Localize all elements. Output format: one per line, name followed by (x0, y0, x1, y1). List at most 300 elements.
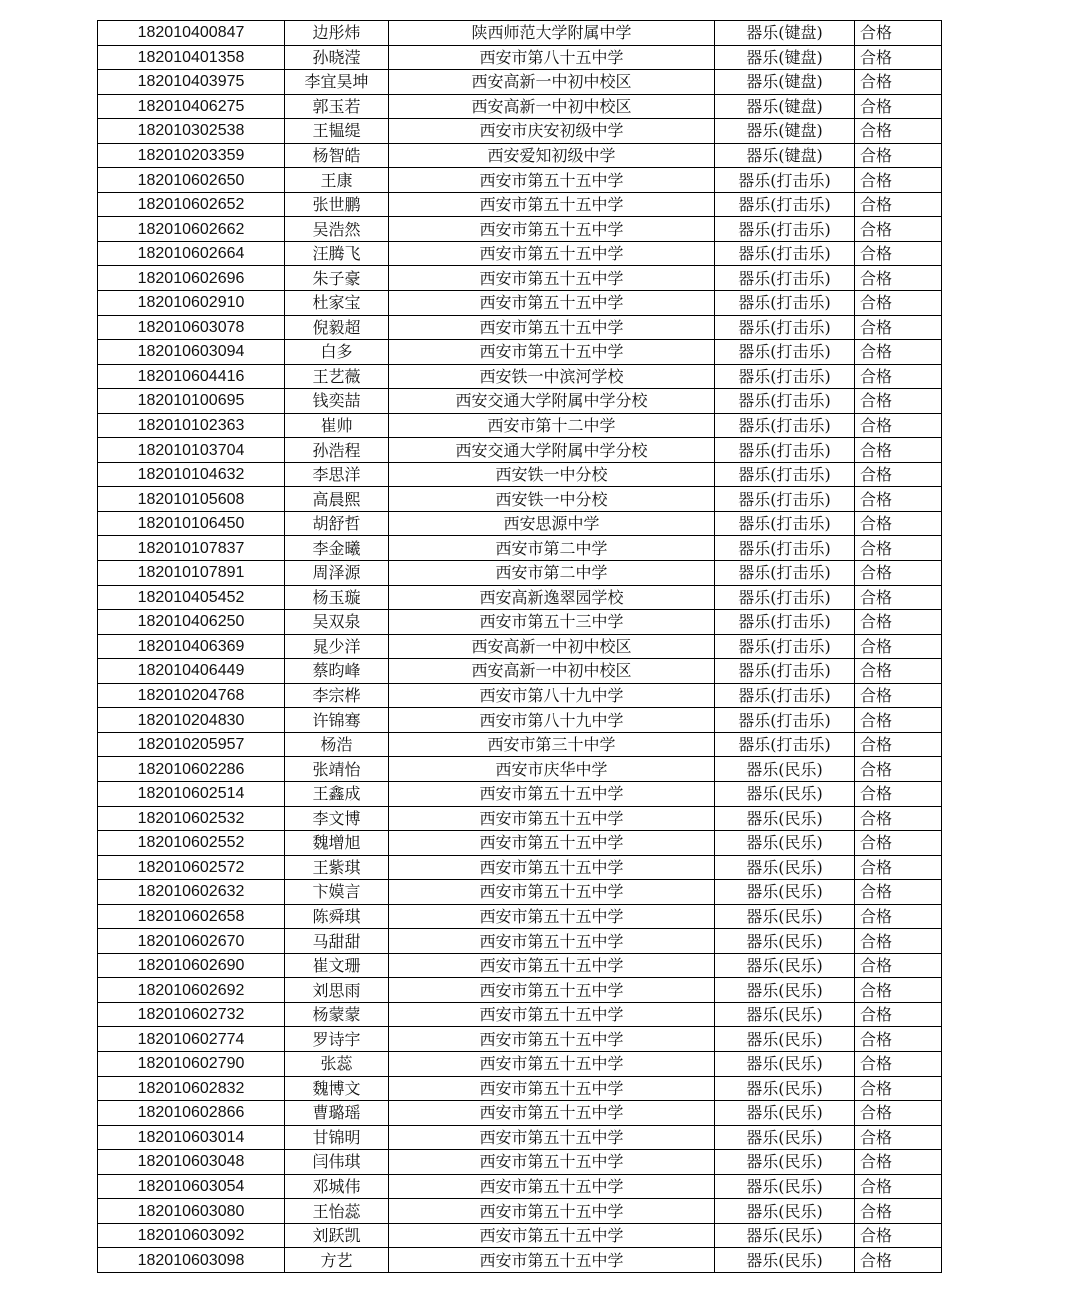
exam-id-cell: 182010602774 (98, 1027, 285, 1052)
result-cell: 合格 (855, 610, 942, 635)
school-cell: 西安市第二中学 (389, 561, 715, 586)
student-name-cell: 罗诗宇 (285, 1027, 389, 1052)
table-row (98, 978, 942, 1003)
table-row (98, 1051, 942, 1076)
school-cell: 西安市第二中学 (389, 536, 715, 561)
school-cell: 西安高新逸翠园学校 (389, 585, 715, 610)
student-name-cell: 魏博文 (285, 1076, 389, 1101)
exam-id-cell: 182010602664 (98, 241, 285, 266)
table-row (98, 413, 942, 438)
student-name-cell: 王韫缇 (285, 119, 389, 144)
school-cell: 西安交通大学附属中学分校 (389, 438, 715, 463)
result-cell: 合格 (855, 413, 942, 438)
category-cell: 器乐(民乐) (715, 781, 855, 806)
exam-id-cell: 182010602790 (98, 1051, 285, 1076)
student-name-cell: 杨蒙蒙 (285, 1002, 389, 1027)
result-cell: 合格 (855, 1150, 942, 1175)
result-cell: 合格 (855, 94, 942, 119)
category-cell: 器乐(打击乐) (715, 683, 855, 708)
exam-id-cell: 182010602692 (98, 978, 285, 1003)
result-cell: 合格 (855, 561, 942, 586)
result-cell: 合格 (855, 1051, 942, 1076)
result-cell: 合格 (855, 781, 942, 806)
result-cell: 合格 (855, 1027, 942, 1052)
student-name-cell: 许锦骞 (285, 708, 389, 733)
exam-id-cell: 182010106450 (98, 511, 285, 536)
result-cell: 合格 (855, 389, 942, 414)
exam-id-cell: 182010602910 (98, 291, 285, 316)
exam-id-cell: 182010107891 (98, 561, 285, 586)
exam-id-cell: 182010602658 (98, 904, 285, 929)
category-cell: 器乐(打击乐) (715, 732, 855, 757)
category-cell: 器乐(键盘) (715, 143, 855, 168)
category-cell: 器乐(民乐) (715, 1248, 855, 1273)
result-cell: 合格 (855, 585, 942, 610)
school-cell: 西安爱知初级中学 (389, 143, 715, 168)
category-cell: 器乐(民乐) (715, 831, 855, 856)
exam-id-cell: 182010602632 (98, 880, 285, 905)
exam-id-cell: 182010603048 (98, 1150, 285, 1175)
table-row (98, 732, 942, 757)
school-cell: 西安市第五十五中学 (389, 1174, 715, 1199)
category-cell: 器乐(民乐) (715, 1150, 855, 1175)
table-row (98, 217, 942, 242)
student-name-cell: 张靖怡 (285, 757, 389, 782)
school-cell: 西安市第三十中学 (389, 732, 715, 757)
exam-id-cell: 182010602696 (98, 266, 285, 291)
exam-id-cell: 182010603014 (98, 1125, 285, 1150)
result-cell: 合格 (855, 21, 942, 46)
student-name-cell: 李宗桦 (285, 683, 389, 708)
school-cell: 西安思源中学 (389, 511, 715, 536)
category-cell: 器乐(打击乐) (715, 217, 855, 242)
category-cell: 器乐(打击乐) (715, 438, 855, 463)
table-row (98, 21, 942, 46)
school-cell: 西安铁一中分校 (389, 487, 715, 512)
table-row (98, 634, 942, 659)
school-cell: 西安市第五十五中学 (389, 340, 715, 365)
result-cell: 合格 (855, 732, 942, 757)
student-name-cell: 杜家宝 (285, 291, 389, 316)
result-cell: 合格 (855, 929, 942, 954)
school-cell: 西安高新一中初中校区 (389, 94, 715, 119)
table-row (98, 1027, 942, 1052)
student-name-cell: 马甜甜 (285, 929, 389, 954)
result-cell: 合格 (855, 217, 942, 242)
exam-id-cell: 182010602832 (98, 1076, 285, 1101)
result-cell: 合格 (855, 1125, 942, 1150)
table-row (98, 1076, 942, 1101)
category-cell: 器乐(民乐) (715, 1174, 855, 1199)
student-name-cell: 边彤炜 (285, 21, 389, 46)
student-name-cell: 曹璐瑶 (285, 1101, 389, 1126)
table-row (98, 855, 942, 880)
table-row (98, 904, 942, 929)
student-name-cell: 钱奕喆 (285, 389, 389, 414)
exam-id-cell: 182010204830 (98, 708, 285, 733)
result-cell: 合格 (855, 364, 942, 389)
category-cell: 器乐(打击乐) (715, 462, 855, 487)
student-name-cell: 李思洋 (285, 462, 389, 487)
table-row (98, 438, 942, 463)
category-cell: 器乐(打击乐) (715, 340, 855, 365)
student-name-cell: 吴双泉 (285, 610, 389, 635)
category-cell: 器乐(民乐) (715, 880, 855, 905)
school-cell: 西安市第五十五中学 (389, 806, 715, 831)
category-cell: 器乐(打击乐) (715, 634, 855, 659)
category-cell: 器乐(民乐) (715, 1125, 855, 1150)
school-cell: 西安市第五十五中学 (389, 904, 715, 929)
student-name-cell: 李文博 (285, 806, 389, 831)
table-row (98, 462, 942, 487)
student-name-cell: 汪腾飞 (285, 241, 389, 266)
student-name-cell: 张蕊 (285, 1051, 389, 1076)
student-name-cell: 孙晓滢 (285, 45, 389, 70)
result-cell: 合格 (855, 855, 942, 880)
category-cell: 器乐(民乐) (715, 1051, 855, 1076)
exam-id-cell: 182010104632 (98, 462, 285, 487)
school-cell: 西安高新一中初中校区 (389, 634, 715, 659)
category-cell: 器乐(键盘) (715, 21, 855, 46)
category-cell: 器乐(民乐) (715, 1101, 855, 1126)
exam-id-cell: 182010406275 (98, 94, 285, 119)
school-cell: 西安市第五十五中学 (389, 1199, 715, 1224)
table-row (98, 708, 942, 733)
school-cell: 西安市第五十五中学 (389, 929, 715, 954)
result-cell: 合格 (855, 192, 942, 217)
category-cell: 器乐(打击乐) (715, 561, 855, 586)
school-cell: 西安市第五十五中学 (389, 831, 715, 856)
school-cell: 西安高新一中初中校区 (389, 659, 715, 684)
exam-id-cell: 182010603098 (98, 1248, 285, 1273)
exam-id-cell: 182010302538 (98, 119, 285, 144)
exam-id-cell: 182010406449 (98, 659, 285, 684)
result-cell: 合格 (855, 1101, 942, 1126)
exam-id-cell: 182010603078 (98, 315, 285, 340)
category-cell: 器乐(打击乐) (715, 708, 855, 733)
student-name-cell: 孙浩程 (285, 438, 389, 463)
category-cell: 器乐(键盘) (715, 45, 855, 70)
category-cell: 器乐(打击乐) (715, 168, 855, 193)
student-name-cell: 蔡昀峰 (285, 659, 389, 684)
student-name-cell: 高晨熙 (285, 487, 389, 512)
school-cell: 西安铁一中分校 (389, 462, 715, 487)
exam-id-cell: 182010602866 (98, 1101, 285, 1126)
table-row (98, 143, 942, 168)
school-cell: 西安市第五十五中学 (389, 880, 715, 905)
student-name-cell: 方艺 (285, 1248, 389, 1273)
exam-id-cell: 182010406250 (98, 610, 285, 635)
table-row (98, 1125, 942, 1150)
table-row (98, 585, 942, 610)
exam-id-cell: 182010401358 (98, 45, 285, 70)
school-cell: 西安市第五十五中学 (389, 315, 715, 340)
student-name-cell: 王康 (285, 168, 389, 193)
student-name-cell: 杨玉璇 (285, 585, 389, 610)
exam-id-cell: 182010105608 (98, 487, 285, 512)
school-cell: 西安市第五十五中学 (389, 291, 715, 316)
table-row (98, 1101, 942, 1126)
category-cell: 器乐(打击乐) (715, 364, 855, 389)
exam-id-cell: 182010205957 (98, 732, 285, 757)
category-cell: 器乐(打击乐) (715, 511, 855, 536)
exam-id-cell: 182010602690 (98, 953, 285, 978)
exam-id-cell: 182010602670 (98, 929, 285, 954)
student-name-cell: 李宜昊坤 (285, 70, 389, 95)
school-cell: 西安交通大学附属中学分校 (389, 389, 715, 414)
school-cell: 西安市第八十五中学 (389, 45, 715, 70)
student-name-cell: 闫伟琪 (285, 1150, 389, 1175)
result-cell: 合格 (855, 1199, 942, 1224)
student-name-cell: 张世鹏 (285, 192, 389, 217)
result-cell: 合格 (855, 1174, 942, 1199)
table-row (98, 1199, 942, 1224)
exam-id-cell: 182010603094 (98, 340, 285, 365)
result-cell: 合格 (855, 1076, 942, 1101)
result-cell: 合格 (855, 953, 942, 978)
category-cell: 器乐(打击乐) (715, 585, 855, 610)
school-cell: 西安市第五十五中学 (389, 1101, 715, 1126)
result-cell: 合格 (855, 143, 942, 168)
result-cell: 合格 (855, 978, 942, 1003)
exam-id-cell: 182010602552 (98, 831, 285, 856)
category-cell: 器乐(民乐) (715, 806, 855, 831)
table-row (98, 831, 942, 856)
exam-id-cell: 182010603080 (98, 1199, 285, 1224)
exam-id-cell: 182010602286 (98, 757, 285, 782)
exam-id-cell: 182010602732 (98, 1002, 285, 1027)
category-cell: 器乐(民乐) (715, 1002, 855, 1027)
category-cell: 器乐(打击乐) (715, 610, 855, 635)
category-cell: 器乐(打击乐) (715, 192, 855, 217)
student-name-cell: 甘锦明 (285, 1125, 389, 1150)
result-cell: 合格 (855, 683, 942, 708)
result-cell: 合格 (855, 511, 942, 536)
exam-id-cell: 182010204768 (98, 683, 285, 708)
exam-id-cell: 182010103704 (98, 438, 285, 463)
result-cell: 合格 (855, 757, 942, 782)
school-cell: 西安市第五十五中学 (389, 217, 715, 242)
table-row (98, 389, 942, 414)
table-row (98, 806, 942, 831)
exam-id-cell: 182010602662 (98, 217, 285, 242)
school-cell: 西安市第五十五中学 (389, 192, 715, 217)
school-cell: 西安市第五十五中学 (389, 1002, 715, 1027)
student-name-cell: 白多 (285, 340, 389, 365)
category-cell: 器乐(民乐) (715, 953, 855, 978)
school-cell: 西安市第五十五中学 (389, 1051, 715, 1076)
category-cell: 器乐(打击乐) (715, 487, 855, 512)
result-cell: 合格 (855, 880, 942, 905)
table-row (98, 119, 942, 144)
table-row (98, 1002, 942, 1027)
student-name-cell: 晁少洋 (285, 634, 389, 659)
table-row (98, 659, 942, 684)
student-name-cell: 邓城伟 (285, 1174, 389, 1199)
category-cell: 器乐(打击乐) (715, 241, 855, 266)
table-row (98, 1174, 942, 1199)
student-name-cell: 周泽源 (285, 561, 389, 586)
category-cell: 器乐(民乐) (715, 978, 855, 1003)
result-cell: 合格 (855, 487, 942, 512)
student-name-cell: 李金曦 (285, 536, 389, 561)
exam-id-cell: 182010203359 (98, 143, 285, 168)
exam-id-cell: 182010102363 (98, 413, 285, 438)
exam-id-cell: 182010604416 (98, 364, 285, 389)
table-row (98, 241, 942, 266)
school-cell: 西安市第五十五中学 (389, 1223, 715, 1248)
school-cell: 西安市第八十九中学 (389, 683, 715, 708)
exam-id-cell: 182010602572 (98, 855, 285, 880)
exam-id-cell: 182010100695 (98, 389, 285, 414)
student-name-cell: 魏增旭 (285, 831, 389, 856)
student-name-cell: 刘跃凯 (285, 1223, 389, 1248)
school-cell: 西安铁一中滨河学校 (389, 364, 715, 389)
exam-id-cell: 182010603054 (98, 1174, 285, 1199)
exam-id-cell: 182010602514 (98, 781, 285, 806)
student-name-cell: 胡舒哲 (285, 511, 389, 536)
result-cell: 合格 (855, 340, 942, 365)
result-cell: 合格 (855, 536, 942, 561)
exam-id-cell: 182010406369 (98, 634, 285, 659)
result-cell: 合格 (855, 1002, 942, 1027)
result-cell: 合格 (855, 438, 942, 463)
category-cell: 器乐(键盘) (715, 94, 855, 119)
table-row (98, 315, 942, 340)
result-cell: 合格 (855, 291, 942, 316)
table-row (98, 70, 942, 95)
results-table (97, 20, 942, 1273)
result-cell: 合格 (855, 70, 942, 95)
category-cell: 器乐(键盘) (715, 70, 855, 95)
table-row (98, 757, 942, 782)
school-cell: 西安市第五十三中学 (389, 610, 715, 635)
student-name-cell: 王怡蕊 (285, 1199, 389, 1224)
table-row (98, 487, 942, 512)
result-cell: 合格 (855, 634, 942, 659)
table-row (98, 536, 942, 561)
exam-id-cell: 182010403975 (98, 70, 285, 95)
result-cell: 合格 (855, 659, 942, 684)
exam-id-cell: 182010107837 (98, 536, 285, 561)
result-cell: 合格 (855, 266, 942, 291)
category-cell: 器乐(民乐) (715, 929, 855, 954)
student-name-cell: 杨智皓 (285, 143, 389, 168)
table-row (98, 1150, 942, 1175)
result-cell: 合格 (855, 45, 942, 70)
student-name-cell: 崔文珊 (285, 953, 389, 978)
table-row (98, 511, 942, 536)
school-cell: 西安市第五十五中学 (389, 1076, 715, 1101)
category-cell: 器乐(打击乐) (715, 389, 855, 414)
school-cell: 西安市第五十五中学 (389, 855, 715, 880)
school-cell: 西安市第八十九中学 (389, 708, 715, 733)
school-cell: 西安高新一中初中校区 (389, 70, 715, 95)
school-cell: 西安市庆安初级中学 (389, 119, 715, 144)
student-name-cell: 杨浩 (285, 732, 389, 757)
student-name-cell: 倪毅超 (285, 315, 389, 340)
school-cell: 西安市第五十五中学 (389, 168, 715, 193)
school-cell: 西安市第五十五中学 (389, 1125, 715, 1150)
school-cell: 西安市第五十五中学 (389, 953, 715, 978)
table-row (98, 1248, 942, 1273)
exam-id-cell: 182010603092 (98, 1223, 285, 1248)
student-name-cell: 卞嫫言 (285, 880, 389, 905)
result-cell: 合格 (855, 708, 942, 733)
school-cell: 西安市第五十五中学 (389, 1027, 715, 1052)
category-cell: 器乐(民乐) (715, 757, 855, 782)
table-row (98, 929, 942, 954)
table-row (98, 168, 942, 193)
student-name-cell: 吴浩然 (285, 217, 389, 242)
result-cell: 合格 (855, 1223, 942, 1248)
table-row (98, 45, 942, 70)
school-cell: 西安市第十二中学 (389, 413, 715, 438)
category-cell: 器乐(打击乐) (715, 315, 855, 340)
table-row (98, 953, 942, 978)
school-cell: 西安市第五十五中学 (389, 781, 715, 806)
exam-id-cell: 182010405452 (98, 585, 285, 610)
table-row (98, 781, 942, 806)
table-row (98, 192, 942, 217)
category-cell: 器乐(打击乐) (715, 413, 855, 438)
category-cell: 器乐(民乐) (715, 1027, 855, 1052)
category-cell: 器乐(民乐) (715, 1223, 855, 1248)
table-row (98, 880, 942, 905)
table-row (98, 683, 942, 708)
exam-id-cell: 182010602532 (98, 806, 285, 831)
result-cell: 合格 (855, 119, 942, 144)
table-row (98, 561, 942, 586)
results-table-body (98, 21, 942, 1273)
result-cell: 合格 (855, 1248, 942, 1273)
category-cell: 器乐(民乐) (715, 1199, 855, 1224)
result-cell: 合格 (855, 241, 942, 266)
school-cell: 西安市第五十五中学 (389, 266, 715, 291)
student-name-cell: 王艺薇 (285, 364, 389, 389)
table-row (98, 340, 942, 365)
result-cell: 合格 (855, 168, 942, 193)
school-cell: 西安市第五十五中学 (389, 1248, 715, 1273)
result-cell: 合格 (855, 806, 942, 831)
school-cell: 西安市第五十五中学 (389, 978, 715, 1003)
table-row (98, 94, 942, 119)
exam-id-cell: 182010602652 (98, 192, 285, 217)
category-cell: 器乐(键盘) (715, 119, 855, 144)
category-cell: 器乐(民乐) (715, 904, 855, 929)
category-cell: 器乐(打击乐) (715, 536, 855, 561)
school-cell: 西安市庆华中学 (389, 757, 715, 782)
category-cell: 器乐(民乐) (715, 855, 855, 880)
student-name-cell: 朱子豪 (285, 266, 389, 291)
result-cell: 合格 (855, 831, 942, 856)
exam-id-cell: 182010400847 (98, 21, 285, 46)
school-cell: 西安市第五十五中学 (389, 1150, 715, 1175)
school-cell: 陕西师范大学附属中学 (389, 21, 715, 46)
student-name-cell: 陈舜琪 (285, 904, 389, 929)
category-cell: 器乐(打击乐) (715, 291, 855, 316)
table-row (98, 266, 942, 291)
exam-id-cell: 182010602650 (98, 168, 285, 193)
category-cell: 器乐(打击乐) (715, 266, 855, 291)
table-row (98, 610, 942, 635)
table-row (98, 291, 942, 316)
result-cell: 合格 (855, 315, 942, 340)
result-cell: 合格 (855, 462, 942, 487)
table-row (98, 364, 942, 389)
student-name-cell: 王紫琪 (285, 855, 389, 880)
result-cell: 合格 (855, 904, 942, 929)
